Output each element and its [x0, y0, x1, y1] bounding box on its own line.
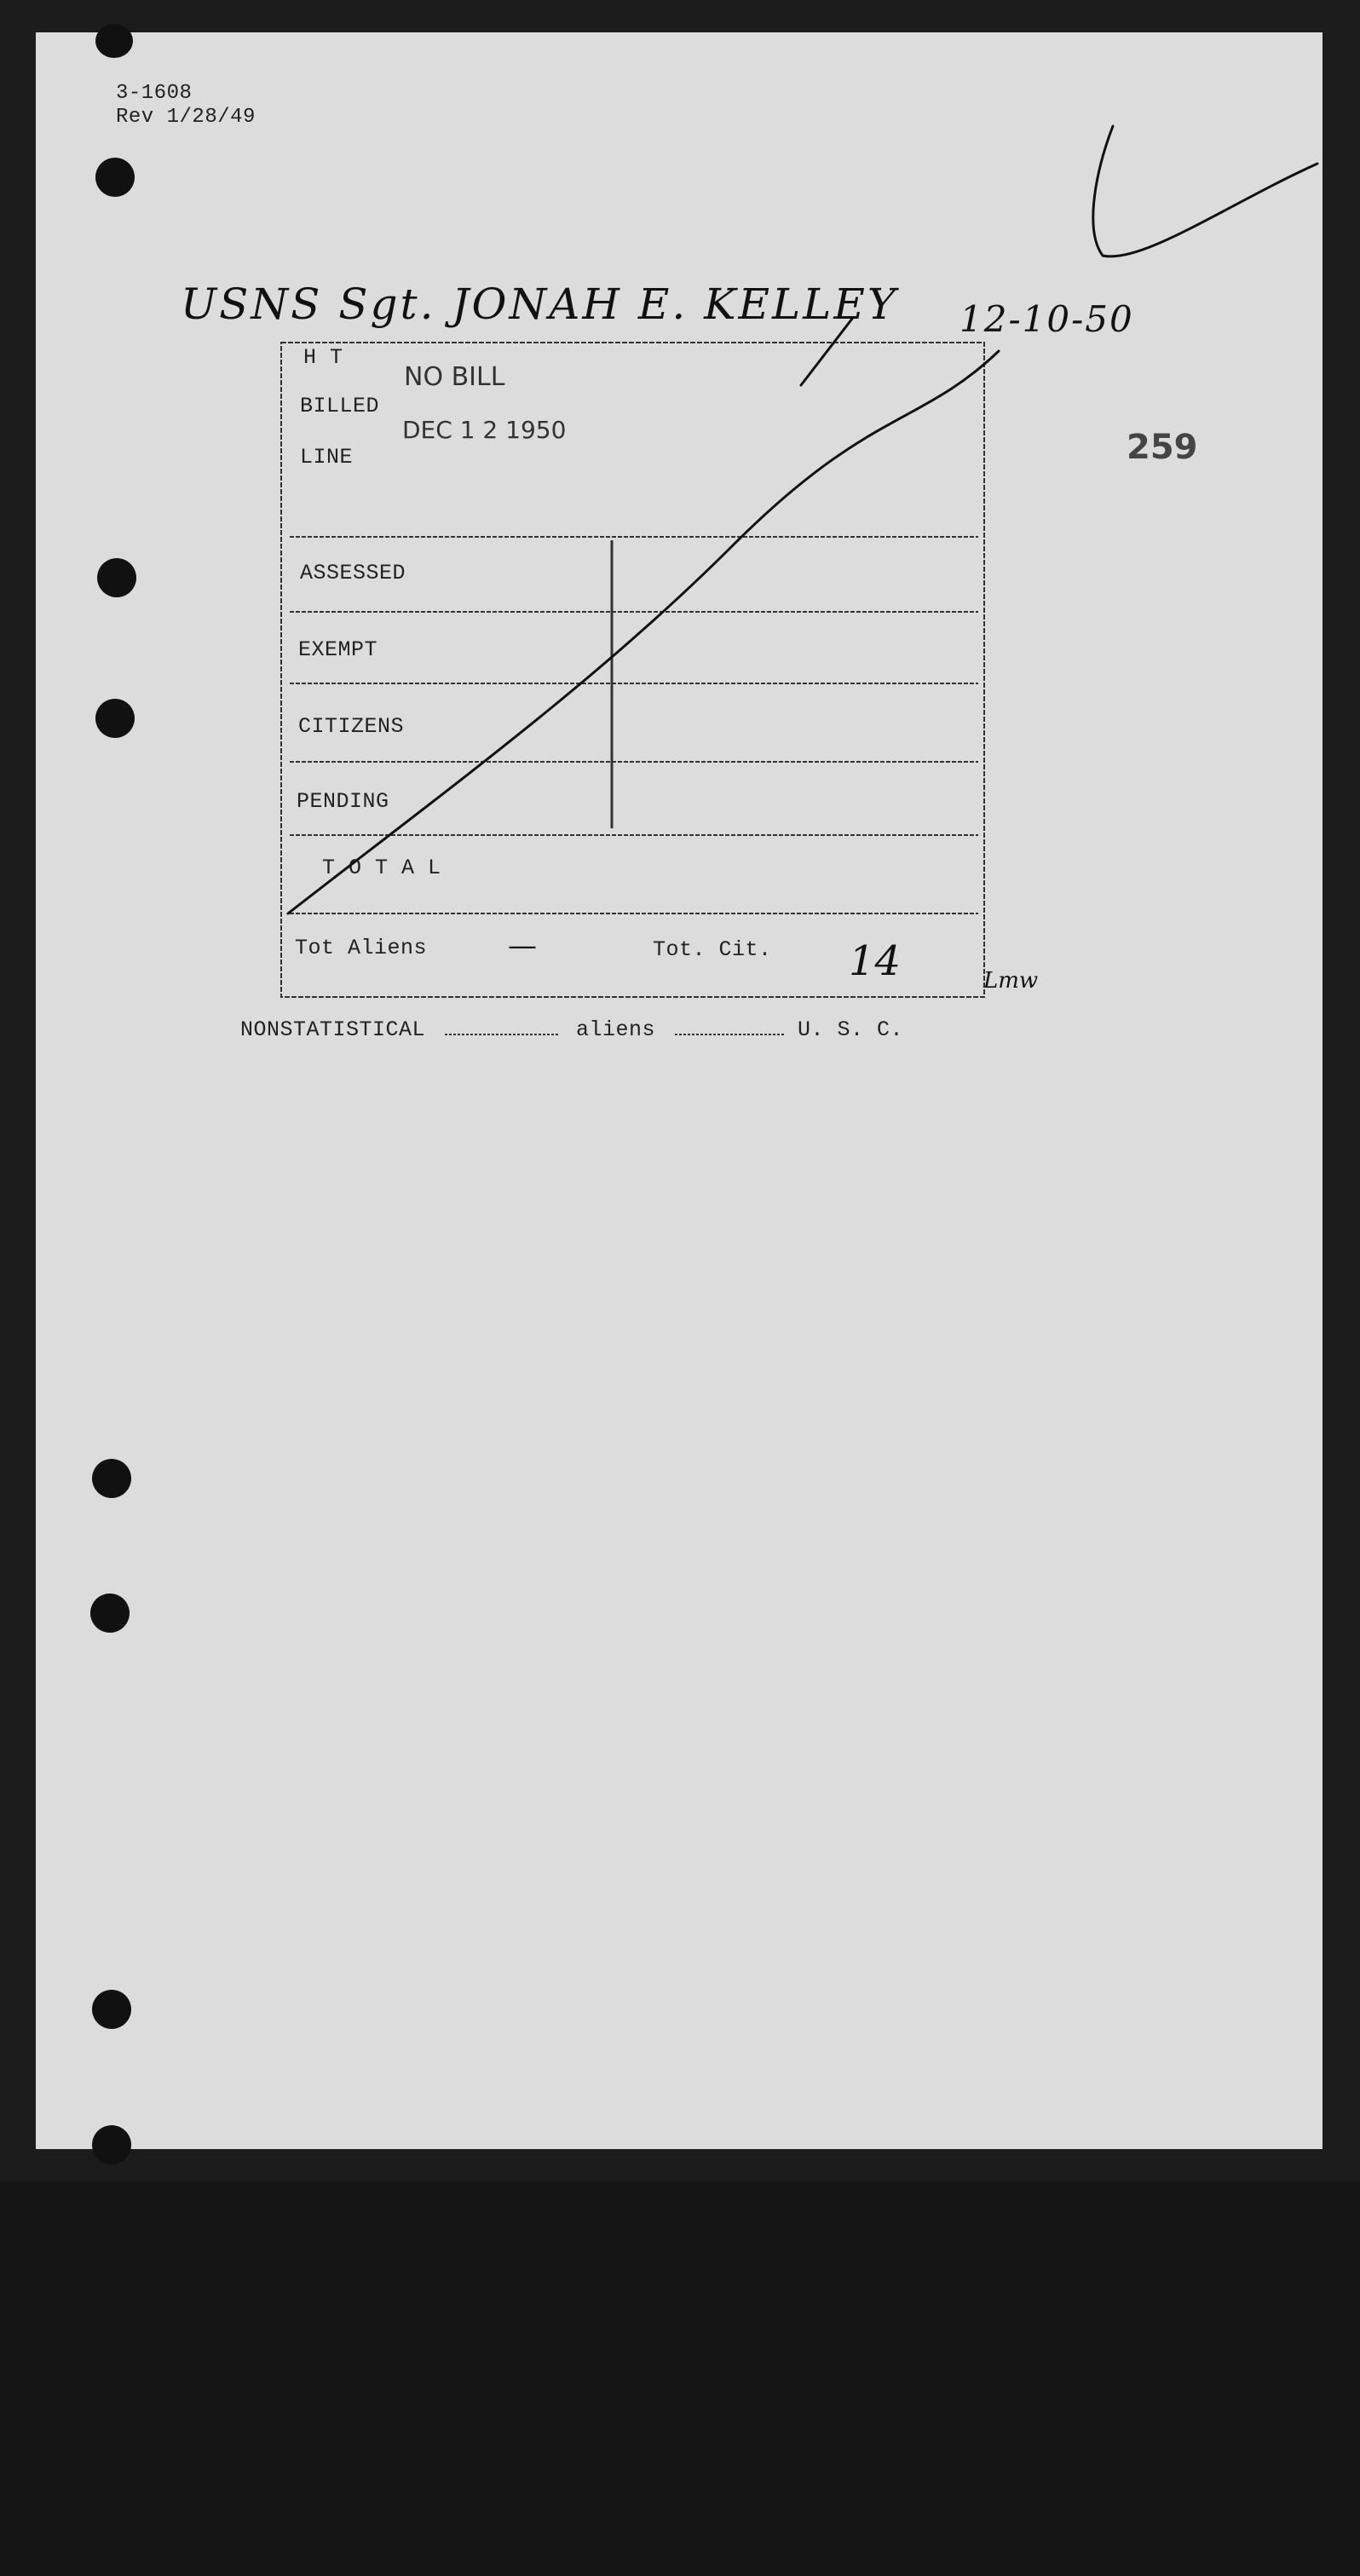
table-border [281, 343, 984, 997]
name-slash [801, 319, 852, 385]
no-bill-stamp: NO BILL [404, 362, 505, 392]
nonstatistical-label: NONSTATISTICAL [240, 1017, 426, 1042]
scan-background [0, 2181, 1360, 2576]
usc-label: U. S. C. [798, 1017, 904, 1042]
tot-aliens-label: Tot Aliens [295, 936, 428, 960]
diagonal-cancel-stroke [288, 351, 999, 913]
row-exempt: EXEMPT [298, 637, 378, 662]
row-assessed: ASSESSED [300, 561, 406, 585]
vessel-name: USNS Sgt. JONAH E. KELLEY [181, 279, 898, 329]
aliens-label: aliens [576, 1017, 656, 1042]
label-ht: H T [303, 345, 343, 370]
date-handwritten: 12-10-50 [959, 298, 1134, 340]
form-number: 3-1608 [116, 82, 193, 105]
form-revision: Rev 1/28/49 [116, 106, 256, 129]
check-mark [1093, 126, 1317, 256]
row-total: T O T A L [322, 856, 441, 880]
tot-cit-label: Tot. Cit. [653, 937, 772, 962]
date-stamp: DEC 1 2 1950 [402, 416, 567, 444]
label-line: LINE [300, 445, 354, 470]
label-billed: BILLED [300, 394, 380, 418]
tot-aliens-value: — [508, 929, 537, 963]
tot-cit-value: 14 [849, 937, 902, 985]
row-pending: PENDING [297, 789, 389, 814]
initials: Lmw [983, 968, 1039, 994]
page-number-stamp: 259 [1127, 428, 1198, 467]
row-citizens: CITIZENS [298, 714, 405, 739]
